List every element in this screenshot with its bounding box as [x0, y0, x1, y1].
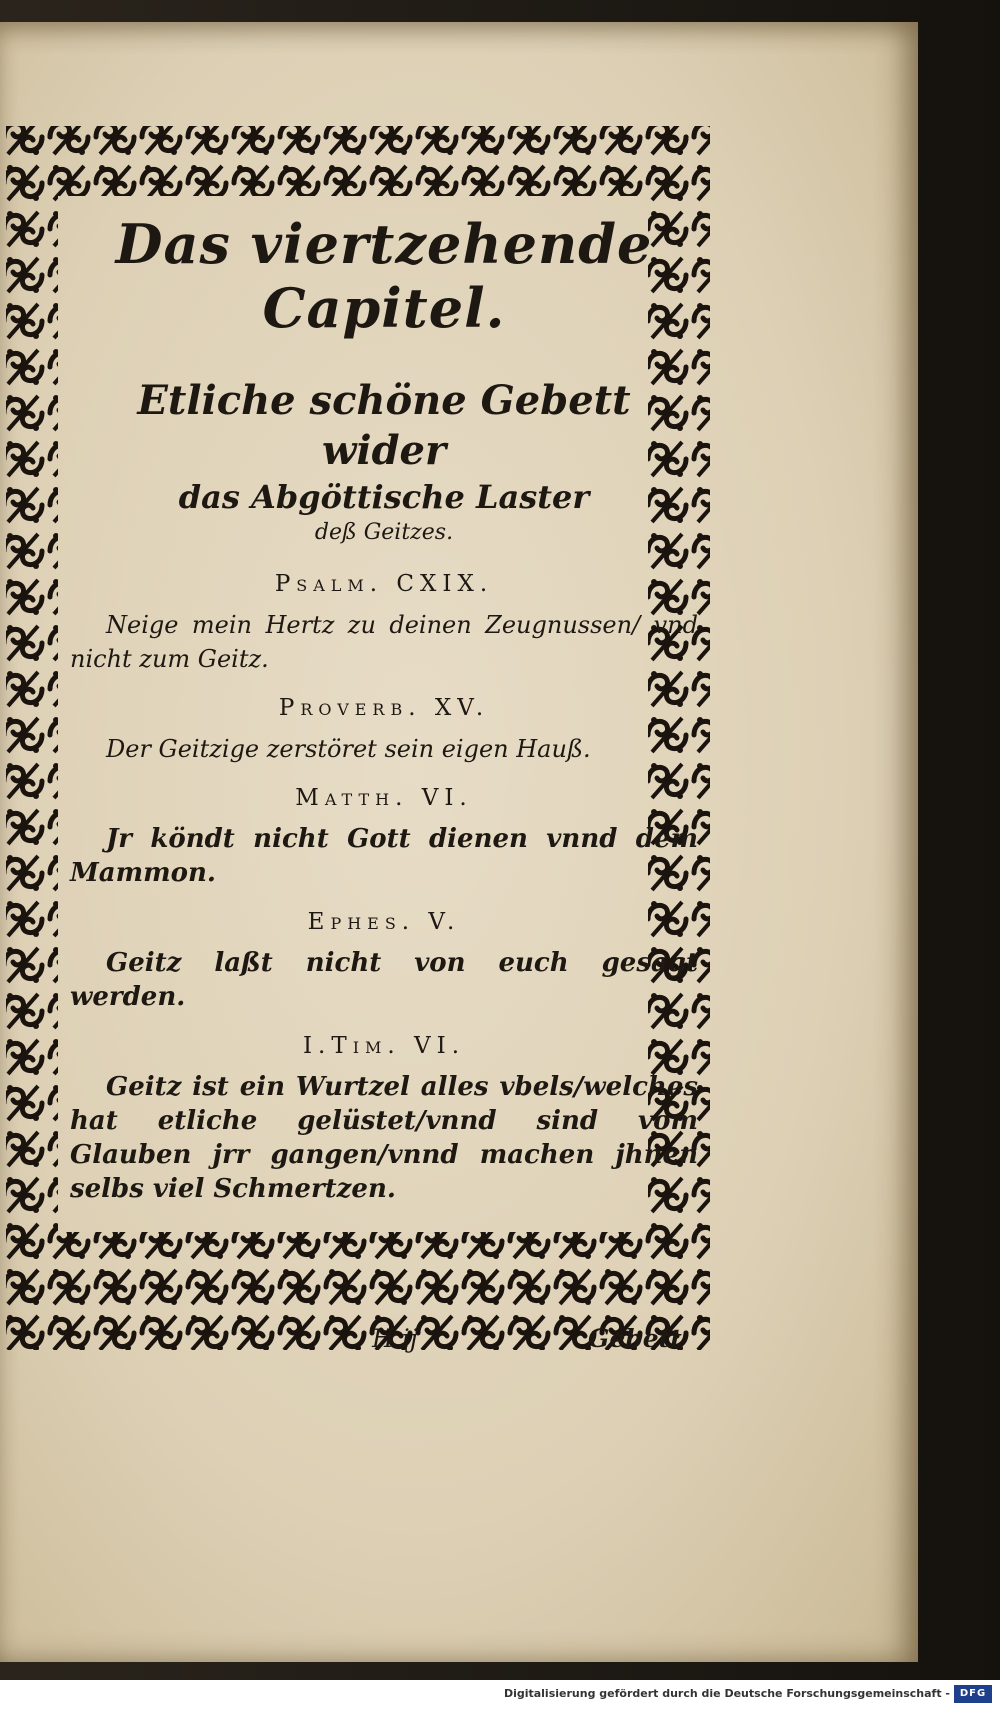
passage-text: Der Geitzige zerstöret sein eigen Hauß. [106, 735, 591, 763]
passage-reference: Proverb. XV. [278, 695, 490, 721]
chapter-title: Das viertzehende [115, 212, 653, 276]
book-page [0, 22, 918, 1662]
dfg-logo-icon: DFG [954, 1685, 992, 1703]
footer-credit: Digitalisierung gefördert durch die Deutsche Forschungsgemeinschaft - [503, 1687, 950, 1700]
passage-text: Neige mein Hertz zu deinen Zeugnussen/ vnd nicht zum Geitz. [70, 611, 698, 673]
footer-bar [0, 1680, 1000, 1710]
section-heading: Etliche schöne Gebett wider [137, 377, 631, 474]
passage-text: Geitz ist ein Wurtzel alles vbels/welches hat etliche gelüstet/vnnd sind vom Glauben jrr gangen/vnnd machen jhnen selbs viel Schmertzen. [70, 1072, 698, 1204]
passage-text: Jr köndt nicht Gott dienen vnnd dem Mammon. [70, 824, 698, 888]
section-heading-line2: das Abgöttische Laster [178, 478, 590, 516]
section-heading-line3: deß Geitzes. [314, 520, 454, 545]
chapter-subtitle: Capitel. [262, 276, 506, 340]
passage-reference: I.Tim. VI. [302, 1033, 466, 1059]
text-block [70, 212, 698, 1220]
catchword: Gebett [588, 1324, 682, 1353]
passage-text: Geitz laßt nicht von euch gesagt werden. [70, 948, 698, 1012]
passage-reference: Ephes. V. [307, 909, 461, 935]
passage-reference: Psalm. CXIX. [274, 571, 494, 597]
passage-reference: Matth. VI. [295, 785, 473, 811]
signature-mark: H ij [372, 1324, 418, 1353]
